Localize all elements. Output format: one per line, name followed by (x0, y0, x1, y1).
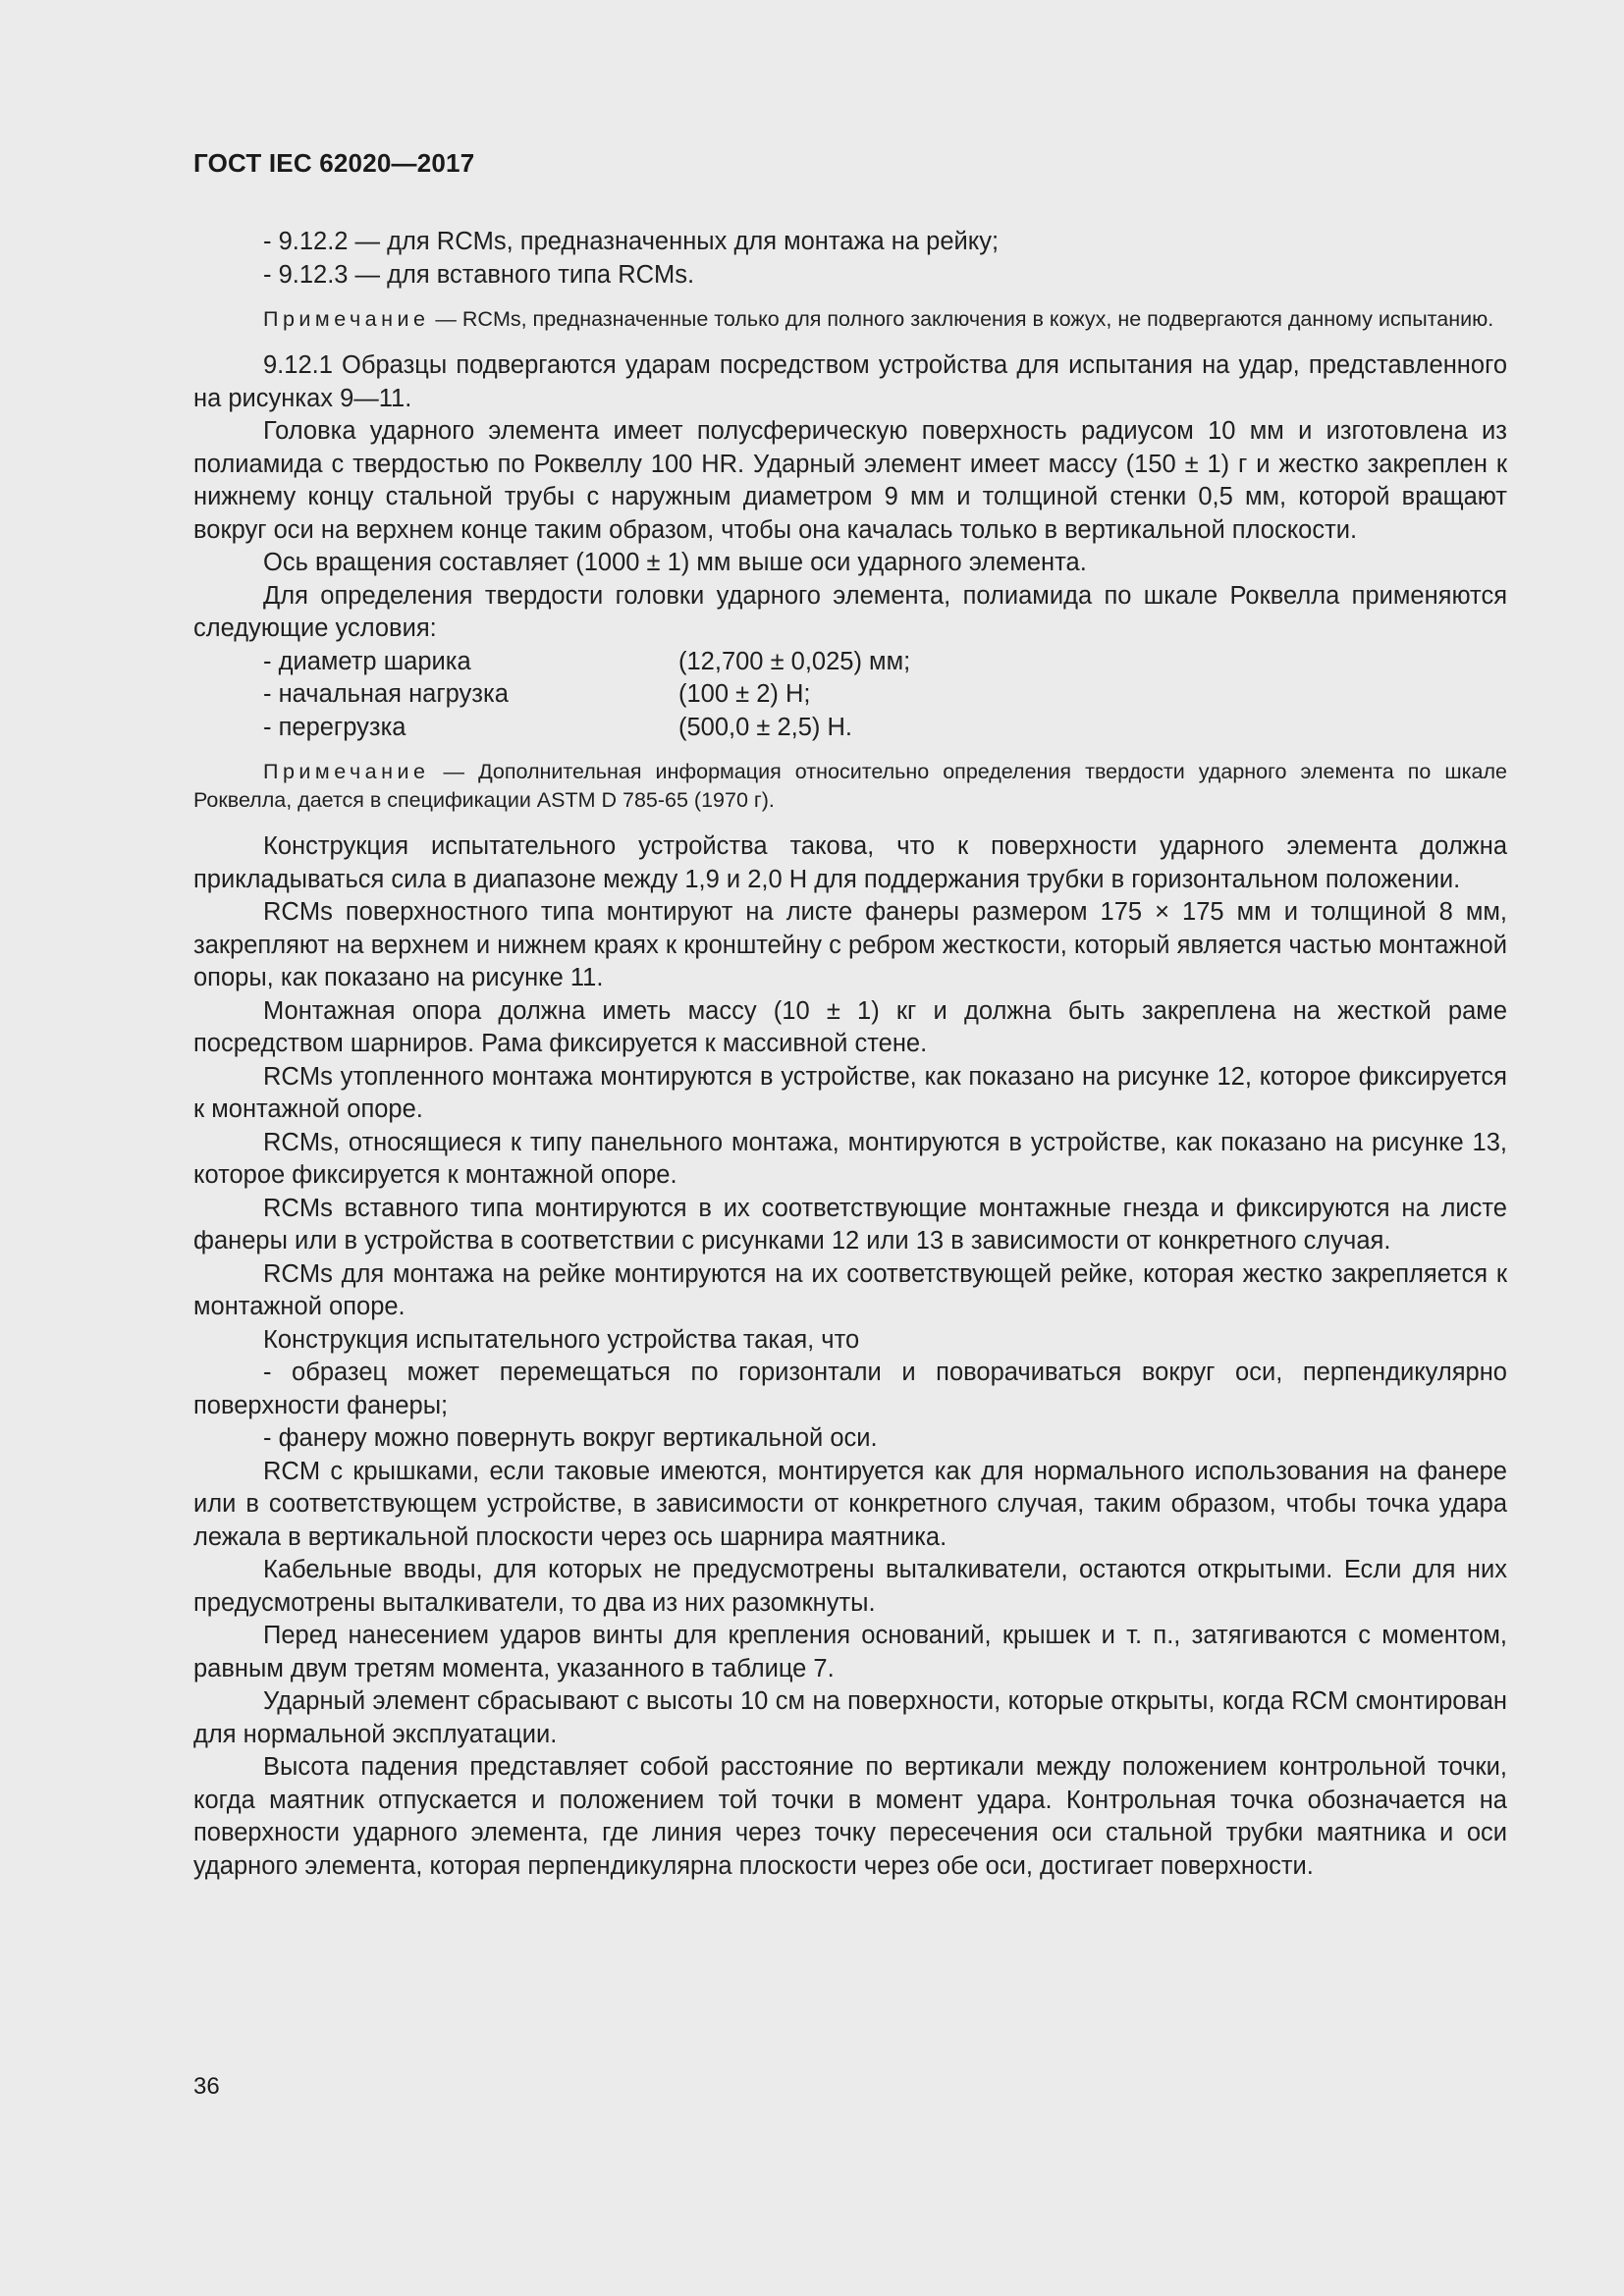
paragraph: 9.12.1 Образцы подвергаются ударам посредством устройства для испытания на удар, представленного на рисунках 9—11. (193, 351, 1507, 412)
condition-name: - диаметр шарика (263, 647, 471, 675)
paragraph: Для определения твердости головки ударного элемента, полиамида по шкале Роквелла применяются следующие условия: (193, 581, 1507, 642)
condition-name: - перегрузка (263, 713, 406, 741)
list-item: - 9.12.2 — для RCMs, предназначенных для монтажа на рейку; (263, 228, 1000, 255)
paragraph: RCMs поверхностного типа монтируют на листе фанеры размером 175 × 175 мм и толщиной 8 мм, закрепляют на верхнем и нижнем краях к кронштейну с ребром жесткости, который является частью монтажной опоры, как показано на рисунке 11. (193, 898, 1507, 991)
condition-row (193, 678, 1507, 712)
paragraph: RCMs утопленного монтажа монтируются в устройстве, как показано на рисунке 12, которое фиксируется к монтажной опоре. (193, 1062, 1507, 1123)
condition-name: - начальная нагрузка (263, 680, 509, 708)
note (193, 305, 1507, 334)
note-label: Примечание (263, 760, 430, 783)
paragraph: RCMs, относящиеся к типу панельного монтажа, монтируются в устройстве, как показано на рисунке 13, которое фиксируется к монтажной опоре. (193, 1128, 1507, 1189)
paragraph: Конструкция испытательного устройства такова, что к поверхности ударного элемента должна прикладываться сила в диапазоне между 1,9 и 2,0 Н для поддержания трубки в горизонтальном положении. (193, 832, 1507, 893)
paragraph: RCM с крышками, если таковые имеются, монтируется как для нормального использования на фанере или в соответствующем устройстве, в зависимости от конкретного случая, таким образом, чтобы точка удара лежала в вертикальной плоскости через ось шарнира маятника. (193, 1457, 1507, 1551)
page-number: 36 (193, 2073, 220, 2100)
note-text: — Дополнительная информация относительно определения твердости ударного элемента по шкале Роквелла, дается в спецификации ASTM D 785-65 (1970 г). (193, 760, 1507, 812)
paragraph: Ось вращения составляет (1000 ± 1) мм выше оси ударного элемента. (263, 549, 1087, 576)
paragraph: Конструкция испытательного устройства такая, что (263, 1325, 860, 1354)
paragraph: Головка ударного элемента имеет полусферическую поверхность радиусом 10 мм и изготовлена из полиамида с твердостью по Роквеллу 100 HR. Ударный элемент имеет массу (150 ± 1) г и жестко закреплен к нижнему концу стальной трубы с наружным диаметром 9 мм и толщиной стенки 0,5 мм, которой вращают вокруг оси на верхнем конце таким образом, чтобы она качалась только в вертикальной плоскости. (193, 417, 1507, 544)
condition-row (193, 712, 1507, 745)
paragraph: Кабельные вводы, для которых не предусмотрены выталкиватели, остаются открытыми. Если для них предусмотрены выталкиватели, то два из них разомкнуты. (193, 1556, 1507, 1617)
list-item: - фанеру можно повернуть вокруг вертикальной оси. (263, 1424, 878, 1452)
list-item: - 9.12.3 — для вставного типа RCMs. (263, 260, 695, 289)
condition-value: (500,0 ± 2,5) Н. (678, 713, 852, 741)
paragraph: RCMs вставного типа монтируются в их соответствующие монтажные гнезда и фиксируются на листе фанеры или в устройства в соответствии с рисунками 12 или 13 в зависимости от конкретного случая. (193, 1194, 1507, 1255)
paragraph: Ударный элемент сбрасывают с высоты 10 см на поверхности, которые открыты, когда RCM смонтирован для нормальной эксплуатации. (193, 1687, 1507, 1748)
paragraph: RCMs для монтажа на рейке монтируются на их соответствующей рейке, которая жестко закрепляется к монтажной опоре. (193, 1259, 1507, 1320)
paragraph: Перед нанесением ударов винты для крепления оснований, крышек и т. п., затягиваются с моментом, равным двум третям момента, указанного в таблице 7. (193, 1622, 1507, 1682)
condition-value: (100 ± 2) Н; (678, 680, 811, 708)
condition-value: (12,700 ± 0,025) мм; (678, 647, 911, 675)
note-text: — RCMs, предназначенные только для полного заключения в кожух, не подвергаются данному испытанию. (429, 307, 1494, 331)
document-body (193, 226, 1507, 1883)
note (193, 758, 1507, 815)
note-label: Примечание (263, 307, 430, 331)
condition-row (193, 646, 1507, 679)
list-item: - образец может перемещаться по горизонтали и поворачиваться вокруг оси, перпендикулярно поверхности фанеры; (193, 1359, 1507, 1419)
paragraph: Высота падения представляет собой расстояние по вертикали между положением контрольной точки, когда маятник отпускается и положением той точки в момент удара. Контрольная точка обозначается на поверхности ударного элемента, где линия через точку пересечения оси стальной трубки маятника и оси ударного элемента, которая перпендикулярна плоскости через обе оси, достигает поверхности. (193, 1753, 1507, 1880)
document-header: ГОСТ IEC 62020—2017 (193, 148, 475, 178)
paragraph: Монтажная опора должна иметь массу (10 ± 1) кг и должна быть закреплена на жесткой раме посредством шарниров. Рама фиксируется к массивной стене. (193, 996, 1507, 1057)
